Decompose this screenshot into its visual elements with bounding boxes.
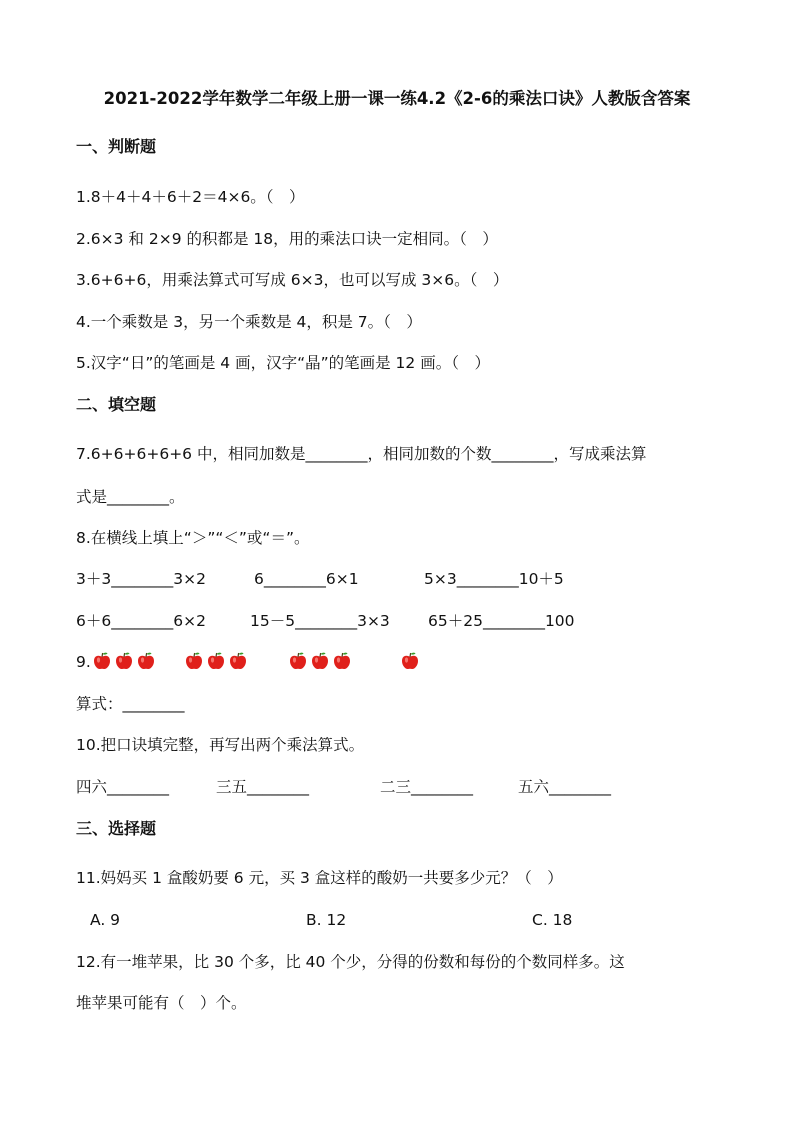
- rhyme-item: 五六________: [518, 778, 612, 796]
- fill-question-8: 8.在横线上填上“＞”“＜”或“＝”。: [76, 529, 310, 547]
- apple-group: [400, 651, 422, 671]
- apple-icon: [206, 651, 226, 671]
- fill-question-10: 10.把口诀填完整，再写出两个乘法算式。: [76, 736, 365, 754]
- choice-option-a: A. 9: [90, 911, 121, 929]
- apple-group: [184, 651, 250, 671]
- fill-question-9-label: 9.: [76, 653, 91, 671]
- apple-group: [92, 651, 158, 671]
- judge-question-2: 2.6×3 和 2×9 的积都是 18，用的乘法口诀一定相同。（ ）: [76, 230, 498, 248]
- apple-icon: [310, 651, 330, 671]
- rhyme-item: 四六________: [76, 778, 170, 796]
- section-heading-choice: 三、选择题: [76, 819, 157, 838]
- choice-option-c: C. 18: [532, 911, 573, 929]
- choice-option-b: B. 12: [306, 911, 347, 929]
- apple-icon: [114, 651, 134, 671]
- section-heading-judge: 一、判断题: [76, 137, 157, 156]
- choice-question-12-line2: 堆苹果可能有（ ）个。: [76, 994, 247, 1012]
- apple-icon: [288, 651, 308, 671]
- rhyme-item: 三五________: [216, 778, 310, 796]
- apple-icon: [184, 651, 204, 671]
- compare-item: 6＋6________6×2: [76, 612, 206, 630]
- apple-group: [288, 651, 354, 671]
- compare-item: 15－5________3×3: [250, 612, 390, 630]
- apple-icon: [228, 651, 248, 671]
- judge-question-1: 1.8＋4＋4＋6＋2＝4×6。（ ）: [76, 188, 305, 206]
- section-heading-fill: 二、填空题: [76, 395, 157, 414]
- apple-icon: [400, 651, 420, 671]
- fill-question-7-line2: 式是________。: [76, 488, 185, 506]
- apple-icon: [332, 651, 352, 671]
- judge-question-3: 3.6+6+6，用乘法算式可写成 6×3，也可以写成 3×6。（ ）: [76, 271, 509, 289]
- apple-icon: [92, 651, 112, 671]
- choice-question-12-line1: 12.有一堆苹果，比 30 个多，比 40 个少，分得的份数和每份的个数同样多。这: [76, 953, 625, 971]
- compare-item: 6________6×1: [254, 570, 359, 588]
- compare-item: 65＋25________100: [428, 612, 575, 630]
- rhyme-item: 二三________: [380, 778, 474, 796]
- apple-icon: [136, 651, 156, 671]
- judge-question-5: 5.汉字“日”的笔画是 4 画，汉字“晶”的笔画是 12 画。（ ）: [76, 354, 490, 372]
- judge-question-4: 4.一个乘数是 3，另一个乘数是 4，积是 7。（ ）: [76, 313, 422, 331]
- choice-question-11: 11.妈妈买 1 盒酸奶要 6 元，买 3 盒这样的酸奶一共要多少元？（ ）: [76, 869, 563, 887]
- fill-question-9-formula: 算式：________: [76, 695, 185, 713]
- page-title: 2021-2022学年数学二年级上册一课一练4.2《2-6的乘法口诀》人教版含答案: [103, 89, 691, 108]
- compare-item: 3＋3________3×2: [76, 570, 206, 588]
- fill-question-7-line1: 7.6+6+6+6+6 中，相同加数是________，相同加数的个数________，写成乘法算: [76, 445, 647, 463]
- compare-item: 5×3________10＋5: [424, 570, 564, 588]
